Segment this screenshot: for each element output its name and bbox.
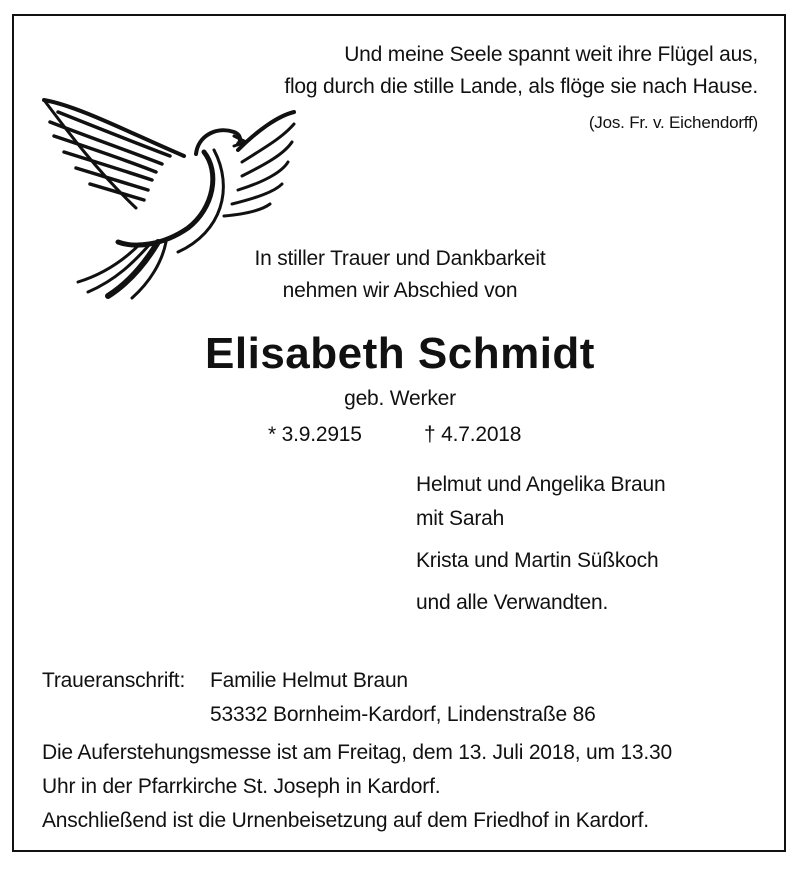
mourner-family-1: Helmut und Angelika Braun: [416, 473, 666, 496]
birth-date: * 3.9.2915: [268, 423, 362, 446]
mourner-family-2: Krista und Martin Süßkoch: [416, 549, 659, 572]
address-line-2: 53332 Bornheim-Kardorf, Lindenstraße 86: [210, 703, 596, 726]
address-label: Traueranschrift:: [42, 669, 186, 692]
intro-line-2: nehmen wir Abschied von: [282, 279, 518, 302]
mourner-family-1-child: mit Sarah: [416, 507, 505, 530]
service-line-2: Uhr in der Pfarrkirche St. Joseph in Kardorf.: [42, 775, 441, 798]
death-date: † 4.7.2018: [424, 423, 522, 446]
quote-author: (Jos. Fr. v. Eichendorff): [588, 113, 758, 132]
service-line-1: Die Auferstehungsmesse ist am Freitag, dem 13. Juli 2018, um 13.30: [42, 741, 672, 764]
intro-line-1: In stiller Trauer und Dankbarkeit: [254, 247, 546, 270]
deceased-name: Elisabeth Schmidt: [205, 329, 595, 378]
mourner-relatives: und alle Verwandten.: [416, 591, 609, 614]
quote-line-2: flog durch die stille Lande, als flöge sie nach Hause.: [284, 75, 758, 98]
birth-name: geb. Werker: [344, 387, 456, 410]
dove-icon: [38, 92, 300, 304]
quote-line-1: Und meine Seele spannt weit ihre Flügel aus,: [344, 43, 758, 66]
address-line-1: Familie Helmut Braun: [210, 669, 408, 692]
service-line-3: Anschließend ist die Urnenbeisetzung auf dem Friedhof in Kardorf.: [42, 809, 649, 832]
